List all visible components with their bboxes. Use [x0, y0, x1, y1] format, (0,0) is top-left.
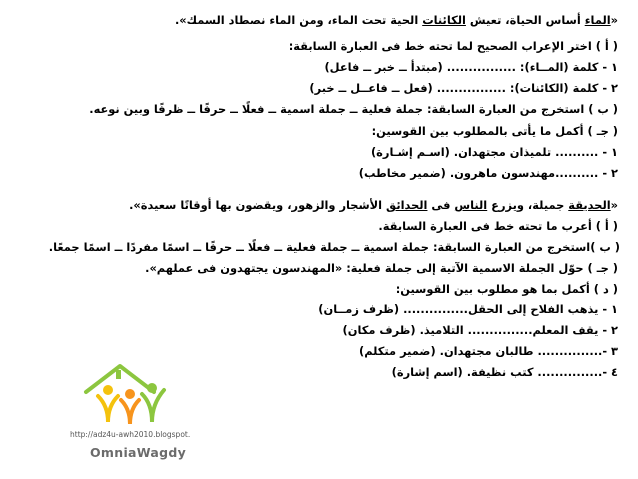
s1-question-c: ( جـ ) أكمل ما يأتى بالمطلوب بين القوسين: [371, 124, 618, 138]
s2-question-d-item-2: ٢ - يقف المعلم............... التلاميذ. (ظرف مكان) [342, 323, 618, 337]
passage-2-text-3: الأشجار والزهور، ويقضون بها أوقاتًا سعيدة». [129, 198, 387, 212]
s2-question-d: ( د ) أكمل بما هو مطلوب بين القوسين: [395, 282, 618, 296]
passage-2-open-quote: « [610, 198, 618, 212]
s2-question-a: ( أ ) أعرب ما تحته خط فى العبارة السابقة. [378, 219, 618, 233]
logo-name: OmniaWagdy [90, 445, 187, 460]
passage-2-underlined-word-2: الناس [454, 198, 488, 212]
s1-question-c-item-2: ٢ - ..........مهندسون ماهرون. (ضمير مخاطب) [358, 166, 618, 180]
passage-1-underlined-word-1: الماء [584, 13, 611, 27]
logo-url: http://adz4u-awh2010.blogspot. [70, 430, 191, 439]
s2-question-d-item-4: ٤ -............... كتب نظيفة. (اسم إشارة) [391, 365, 618, 379]
passage-2-underlined-word-3: الحدائق [386, 198, 428, 212]
s1-question-a-item-2: ٢ - كلمة (الكائنات): ................ (فعل ــ فاعــل ــ خبر) [309, 81, 618, 95]
logo-figures-icon [68, 352, 208, 432]
passage-2-text-1: جميلة، ويزرع [487, 198, 569, 212]
s1-question-b: ( ب ) استخرج من العبارة السابقة: جملة فعلية ــ جملة اسمية ــ فعلًا ــ حرفًا ــ ظرفًا وبين نوعه. [89, 102, 618, 116]
s2-question-c: ( جـ ) حوّل الجملة الاسمية الآتية إلى جملة فعلية: «المهندسون يجتهدون فى عملهم». [145, 261, 618, 275]
passage-1 [18, 12, 618, 28]
passage-2 [18, 197, 618, 213]
passage-1-text-2: الحية تحت الماء، ومن الماء نصطاد السمك». [174, 13, 423, 27]
s2-question-d-item-1: ١ - يذهب الفلاح إلى الحقل............... (ظرف زمــان) [318, 302, 618, 316]
s1-question-a-item-1: ١ - كلمة (المــاء): ................ (مبتدأ ــ خبر ــ فاعل) [324, 60, 618, 74]
s1-question-a: ( أ ) اختر الإعراب الصحيح لما تحته خط فى العبارة السابقة: [288, 39, 618, 53]
s2-question-d-item-3: ٣ -............... طالبان مجتهدان. (ضمير متكلم) [358, 344, 618, 358]
passage-2-underlined-word-1: الحديقة [568, 198, 611, 212]
passage-1-text-1: أساس الحياة، تعيش [465, 13, 585, 27]
passage-1-underlined-word-2: الكائنات [422, 13, 466, 27]
passage-1-open-quote: « [610, 13, 618, 27]
s1-question-c-item-1: ١ - .......... تلميذان مجتهدان. (اسـم إشـارة) [370, 145, 618, 159]
passage-2-text-2: فى [427, 198, 455, 212]
s2-question-b: ( ب )استخرج من العبارة السابقة: جملة اسمية ــ جملة فعلية ــ فعلًا ــ حرفًا ــ اسمًا مفردًا ــ اسمًا جمعًا. [48, 240, 620, 254]
blog-logo [68, 352, 208, 472]
